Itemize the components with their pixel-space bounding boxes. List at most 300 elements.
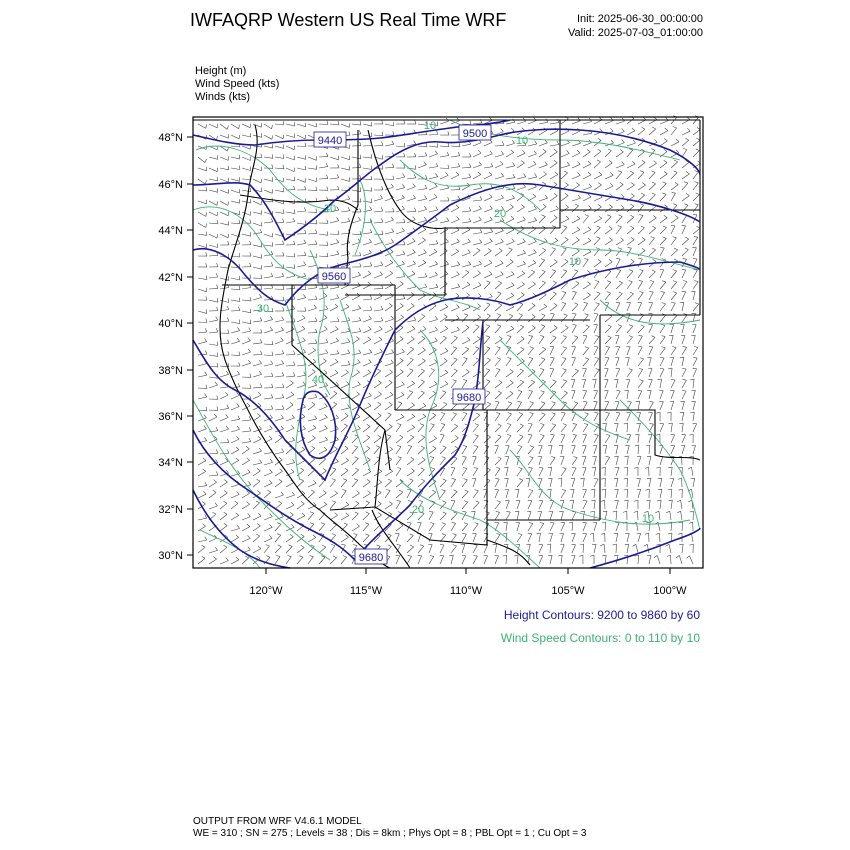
- wind-barb: [473, 372, 481, 377]
- wind-barb: [374, 234, 383, 235]
- wind-barb: [286, 505, 294, 509]
- wind-barb: [495, 479, 499, 487]
- wind-barb-flag: [400, 282, 403, 284]
- wind-barb: [572, 446, 575, 454]
- wind-barb-flag: [468, 250, 471, 253]
- wind-barb: [330, 221, 339, 223]
- wind-barb: [616, 172, 622, 179]
- wind-barb-flag: [609, 160, 612, 162]
- wind-barb-flag: [277, 534, 281, 535]
- wind-barb: [594, 218, 602, 223]
- wind-barb-flag: [205, 338, 207, 341]
- wind-barb: [583, 327, 589, 333]
- wind-barb-flag: [358, 305, 360, 308]
- wind-barb: [451, 438, 458, 443]
- wind-barb: [231, 537, 239, 542]
- wind-barb-flag: [633, 544, 636, 546]
- wind-barb-flag: [465, 347, 469, 349]
- wind-barb-flag: [316, 253, 317, 257]
- wind-barb: [484, 283, 490, 290]
- wind-barb: [616, 270, 621, 278]
- wind-barb: [253, 516, 261, 520]
- wind-barb-flag: [358, 426, 361, 429]
- wind-barb-flag: [337, 174, 339, 178]
- wind-barb: [561, 153, 569, 157]
- wind-barb-flag: [408, 555, 412, 556]
- wind-barb-flag: [348, 350, 350, 354]
- wind-barb-flag: [204, 415, 207, 418]
- wind-barb: [275, 495, 284, 498]
- wind-barb: [451, 242, 459, 245]
- wind-barb: [418, 546, 424, 553]
- wind-barb: [275, 503, 282, 509]
- wind-barb: [660, 239, 666, 246]
- wind-barb: [583, 241, 591, 245]
- wind-barb-flag: [641, 325, 645, 327]
- wind-barb: [352, 190, 361, 192]
- wa-or-border: [240, 195, 358, 210]
- wind-barb: [220, 321, 229, 322]
- wind-barb: [572, 337, 578, 344]
- wind-barb: [418, 371, 425, 377]
- wind-barb-flag: [614, 445, 618, 446]
- wind-barb: [660, 131, 668, 135]
- wind-barb: [561, 227, 567, 234]
- wind-barb: [286, 365, 295, 366]
- wind-barb: [352, 275, 361, 278]
- wind-barb-flag: [503, 522, 507, 523]
- wind-barb-flag: [423, 260, 426, 263]
- wind-barb: [506, 337, 511, 344]
- wind-barb: [583, 348, 589, 355]
- wind-barb-flag: [664, 160, 667, 162]
- wind-barb: [484, 337, 490, 344]
- wind-barb-flag: [463, 358, 467, 359]
- wind-barb-flag: [435, 272, 438, 275]
- height-contour-label: 9560: [321, 271, 347, 283]
- height-contour-line: [300, 391, 335, 458]
- wind-barb: [616, 468, 619, 477]
- wind-barb: [363, 524, 369, 531]
- wind-barb-flag: [613, 544, 617, 545]
- wind-barb-flag: [673, 281, 677, 282]
- wind-barb: [462, 177, 471, 179]
- wind-barb-flag: [497, 314, 501, 315]
- wind-barb-flag: [312, 402, 315, 404]
- wind-barb: [396, 339, 403, 344]
- wind-barb-flag: [413, 195, 416, 198]
- wind-barb-flag: [619, 292, 623, 294]
- wind-barb: [462, 524, 468, 531]
- wind-barb: [275, 124, 284, 125]
- wind-barb: [231, 190, 240, 193]
- wind-barb: [638, 259, 642, 267]
- wind-barb-flag: [436, 207, 438, 210]
- wind-barb-flag: [454, 358, 458, 360]
- wind-barb-flag: [272, 373, 274, 377]
- wind-barb-flag: [410, 358, 414, 360]
- wind-barb-flag: [588, 238, 591, 241]
- wind-barb: [451, 219, 459, 223]
- wind-barb-flag: [217, 407, 218, 411]
- wind-barb: [682, 215, 687, 223]
- wind-barb: [440, 175, 448, 179]
- wind-barb: [660, 369, 664, 377]
- wind-barb: [495, 124, 504, 125]
- wind-barb: [253, 168, 262, 171]
- wind-barb: [484, 545, 488, 553]
- wind-barb: [528, 468, 532, 476]
- wind-barb: [385, 449, 393, 454]
- wind-barb: [506, 467, 508, 476]
- wind-barb-flag: [323, 469, 326, 471]
- wind-barb-flag: [634, 467, 638, 468]
- wind-barb-flag: [614, 478, 618, 479]
- wind-barb: [484, 304, 490, 311]
- wind-barb-flag: [531, 380, 535, 382]
- wind-barb: [671, 117, 677, 124]
- wind-barb-flag: [606, 456, 610, 457]
- wind-barb: [473, 457, 476, 465]
- wind-barb: [616, 294, 622, 300]
- wind-barb-flag: [498, 391, 502, 393]
- wind-barb: [352, 234, 361, 235]
- wind-barb: [341, 480, 347, 487]
- wind-barb: [473, 524, 478, 531]
- wind-barb-flag: [668, 368, 672, 369]
- latitude-label: 46°N: [158, 179, 183, 191]
- wind-barb: [506, 262, 513, 267]
- wind-barb-flag: [437, 131, 439, 135]
- wind-barb: [561, 316, 567, 322]
- wind-barb-flag: [583, 335, 587, 336]
- wind-barb-flag: [563, 424, 567, 425]
- wind-barb: [352, 321, 361, 322]
- wind-barb: [275, 364, 284, 366]
- wind-barb: [440, 264, 449, 267]
- wind-barb-flag: [321, 523, 325, 524]
- wind-barb: [528, 164, 536, 168]
- wind-barb-flag: [313, 480, 316, 483]
- wind-barb: [693, 401, 695, 410]
- wind-barb: [583, 230, 591, 234]
- wind-barb: [429, 362, 437, 366]
- wind-barb: [198, 486, 207, 487]
- wind-barb-flag: [507, 435, 511, 436]
- wind-barb-flag: [512, 140, 514, 143]
- wind-barb: [198, 494, 206, 498]
- wind-barb: [209, 377, 218, 378]
- wind-barb-flag: [573, 434, 577, 435]
- wind-barb: [209, 277, 218, 278]
- wind-barb-flag: [323, 491, 326, 493]
- wind-barb: [418, 165, 426, 168]
- wind-barb: [220, 442, 229, 443]
- wind-barb-flag: [557, 119, 559, 123]
- wind-barb: [517, 447, 522, 455]
- wind-barb: [484, 232, 493, 234]
- wind-barb: [242, 504, 250, 509]
- wind-barb-flag: [379, 480, 382, 483]
- wind-barb-flag: [622, 129, 625, 132]
- latitude-label: 36°N: [158, 411, 183, 423]
- wind-barb: [616, 227, 622, 234]
- wind-barb: [660, 445, 663, 454]
- wind-barb-flag: [281, 492, 284, 495]
- wind-barb-flag: [293, 372, 295, 376]
- wind-barb-flag: [602, 489, 606, 490]
- wind-barb: [682, 369, 686, 377]
- wind-barb-flag: [695, 182, 699, 183]
- wind-barb: [638, 533, 641, 542]
- wind-barb-flag: [453, 545, 457, 546]
- wind-barb: [418, 263, 426, 267]
- wind-barb: [572, 347, 576, 355]
- wind-barb: [517, 274, 525, 279]
- wind-barb-flag: [656, 533, 660, 535]
- wind-barb-flag: [655, 511, 659, 513]
- wind-barb: [506, 230, 514, 234]
- wind-barb-flag: [534, 217, 536, 220]
- wind-barb: [659, 511, 660, 520]
- wind-barb: [660, 457, 663, 466]
- wind-barb: [484, 274, 492, 278]
- wind-barb-flag: [216, 317, 218, 321]
- wind-barb: [572, 435, 577, 443]
- wind-barb: [616, 402, 619, 411]
- wind-barb-flag: [206, 213, 207, 217]
- height-contour-line: [193, 184, 700, 305]
- wind-barb-flag: [663, 237, 667, 239]
- wind-barb-flag: [676, 139, 679, 142]
- wind-barb-flag: [574, 402, 578, 404]
- wind-barb: [572, 185, 580, 190]
- wind-barb-flag: [435, 327, 437, 330]
- wind-barb: [495, 283, 502, 289]
- wind-barb-flag: [500, 260, 503, 263]
- wind-barb-flag: [225, 392, 228, 395]
- wind-barb-flag: [379, 469, 382, 472]
- wind-barb: [308, 179, 317, 182]
- wind-barb: [462, 186, 470, 190]
- wind-barb: [462, 211, 471, 212]
- wind-barb-flag: [421, 479, 425, 481]
- wind-barb: [495, 437, 501, 444]
- wind-barb: [660, 163, 667, 169]
- wind-barb: [253, 395, 261, 399]
- wind-barb-flag: [584, 302, 588, 303]
- wind-barb: [693, 228, 700, 234]
- wind-barb-flag: [529, 523, 533, 524]
- wind-barb-flag: [206, 252, 207, 256]
- wind-barb: [539, 523, 544, 531]
- wind-barb-flag: [327, 220, 328, 224]
- wind-barb: [330, 354, 339, 355]
- wind-barb-flag: [283, 121, 284, 125]
- wind-speed-contours: [193, 120, 700, 568]
- wind-barb-flag: [270, 316, 272, 319]
- wind-barb: [473, 447, 478, 454]
- wind-barb-flag: [477, 337, 480, 339]
- wind-barb-flag: [580, 478, 584, 479]
- wind-barb-flag: [487, 391, 491, 393]
- wind-barb: [231, 168, 240, 170]
- wind-barb-flag: [224, 491, 227, 493]
- wind-barb-flag: [639, 270, 643, 271]
- wind-barb: [385, 296, 393, 300]
- wind-barb: [264, 538, 272, 542]
- wind-barb-flag: [436, 284, 438, 288]
- wind-barb-flag: [682, 269, 686, 270]
- wind-barb: [517, 402, 522, 410]
- wind-barb-flag: [553, 336, 557, 338]
- wind-barb: [341, 516, 349, 521]
- wind-barb-flag: [453, 534, 457, 535]
- wind-barb: [286, 537, 293, 542]
- wind-barb: [440, 329, 448, 334]
- wind-barb-flag: [448, 165, 449, 169]
- wind-barb-flag: [585, 314, 589, 315]
- wind-barb-flag: [654, 555, 657, 557]
- wind-barb-flag: [523, 261, 526, 264]
- wind-barb: [451, 523, 456, 531]
- longitude-label: 110°W: [449, 585, 483, 597]
- wind-barb-flag: [354, 446, 358, 447]
- wind-barb-flag: [411, 469, 414, 472]
- wind-barb-flag: [454, 490, 458, 492]
- wind-barb-flag: [522, 150, 525, 153]
- wind-barb-flag: [202, 556, 205, 558]
- wind-barb-flag: [509, 248, 513, 250]
- wind-barb-flag: [624, 456, 628, 457]
- wind-barb: [330, 373, 338, 377]
- wind-barb-flag: [217, 212, 218, 216]
- wind-barb: [440, 155, 449, 157]
- wind-barb: [594, 370, 599, 377]
- wind-barb-flag: [344, 424, 348, 426]
- wind-barb-flag: [607, 215, 611, 217]
- wind-barb-flag: [430, 523, 434, 524]
- wind-barb-flag: [250, 374, 251, 378]
- wind-barb-flag: [512, 282, 515, 285]
- wind-barb-flag: [302, 447, 305, 450]
- wind-barb: [594, 359, 599, 367]
- wind-barb-flag: [663, 193, 667, 195]
- wind-barb: [484, 197, 492, 201]
- latitude-label: 32°N: [158, 504, 183, 516]
- wind-barb-flag: [662, 259, 666, 260]
- wind-barb: [396, 525, 403, 531]
- wind-barb: [616, 347, 620, 355]
- wind-barb-flag: [541, 391, 545, 392]
- wind-barb-flag: [354, 479, 358, 481]
- wind-barb: [693, 248, 696, 256]
- wind-barb: [583, 446, 586, 454]
- wind-barb-flag: [289, 545, 293, 547]
- wind-barb: [638, 369, 643, 377]
- wind-barb-flag: [624, 500, 628, 501]
- wind-barb-flag: [653, 216, 656, 218]
- wind-barb: [231, 494, 239, 498]
- wind-barb: [572, 121, 580, 124]
- wind-barb: [209, 212, 217, 216]
- wind-barb-flag: [470, 121, 471, 125]
- wind-barb: [583, 523, 586, 531]
- wind-barb-flag: [282, 273, 284, 276]
- wind-barb-flag: [214, 414, 217, 417]
- wind-barb: [627, 118, 634, 124]
- wind-barb-flag: [453, 347, 457, 348]
- wind-barb: [231, 374, 240, 377]
- wind-barb: [627, 240, 634, 245]
- wind-barb: [462, 534, 466, 542]
- wind-barb-flag: [690, 544, 694, 545]
- wind-barb: [517, 264, 526, 267]
- wind-barb-flag: [524, 174, 526, 177]
- wind-barb-flag: [305, 230, 306, 234]
- wind-barb-flag: [246, 446, 249, 448]
- wind-barb: [693, 130, 700, 135]
- wind-barb: [572, 380, 575, 389]
- wind-barb-flag: [292, 437, 294, 440]
- wind-barb-flag: [206, 319, 207, 323]
- wind-barb-flag: [250, 241, 251, 245]
- wind-barb: [407, 392, 413, 399]
- wind-barb: [297, 504, 304, 509]
- wind-barb-flag: [642, 237, 645, 239]
- wind-barb: [693, 270, 697, 278]
- wind-barb: [286, 212, 295, 214]
- wind-barb: [220, 429, 229, 432]
- wind-barb-flag: [283, 297, 284, 301]
- wind-barb: [550, 328, 557, 333]
- wind-barb: [693, 195, 699, 201]
- wind-barb-flag: [543, 248, 546, 250]
- wind-barb: [341, 471, 348, 477]
- wind-barb: [682, 315, 687, 322]
- wind-barb: [275, 320, 284, 322]
- wind-barb-flag: [336, 437, 339, 440]
- wind-barb: [220, 482, 228, 487]
- wind-barb-flag: [336, 382, 338, 385]
- wind-barb: [616, 336, 619, 345]
- wind-barb: [231, 515, 239, 520]
- wind-barb-flag: [271, 361, 273, 364]
- wind-barb: [352, 296, 360, 300]
- wind-barb-flag: [642, 160, 645, 162]
- wind-contour-line: [500, 340, 630, 440]
- wind-barb: [572, 175, 580, 179]
- wind-barb: [517, 121, 526, 124]
- wind-barb-flag: [452, 522, 456, 523]
- wind-barb-flag: [661, 336, 665, 337]
- wind-barb-flag: [475, 347, 479, 349]
- wind-barb: [682, 270, 686, 278]
- wind-barb-flag: [267, 490, 270, 492]
- wind-barb-flag: [464, 479, 468, 480]
- wind-barb-flag: [346, 502, 349, 505]
- wind-barb: [319, 309, 328, 311]
- wind-barb: [539, 272, 545, 278]
- wind-barb: [220, 278, 229, 280]
- wind-barb-flag: [371, 154, 372, 158]
- wind-barb: [539, 217, 545, 224]
- wind-barb: [649, 195, 655, 201]
- wind-barb-flag: [401, 414, 404, 417]
- wind-barb: [638, 381, 643, 388]
- wind-barb-flag: [463, 446, 467, 447]
- wind-barb-flag: [587, 271, 590, 273]
